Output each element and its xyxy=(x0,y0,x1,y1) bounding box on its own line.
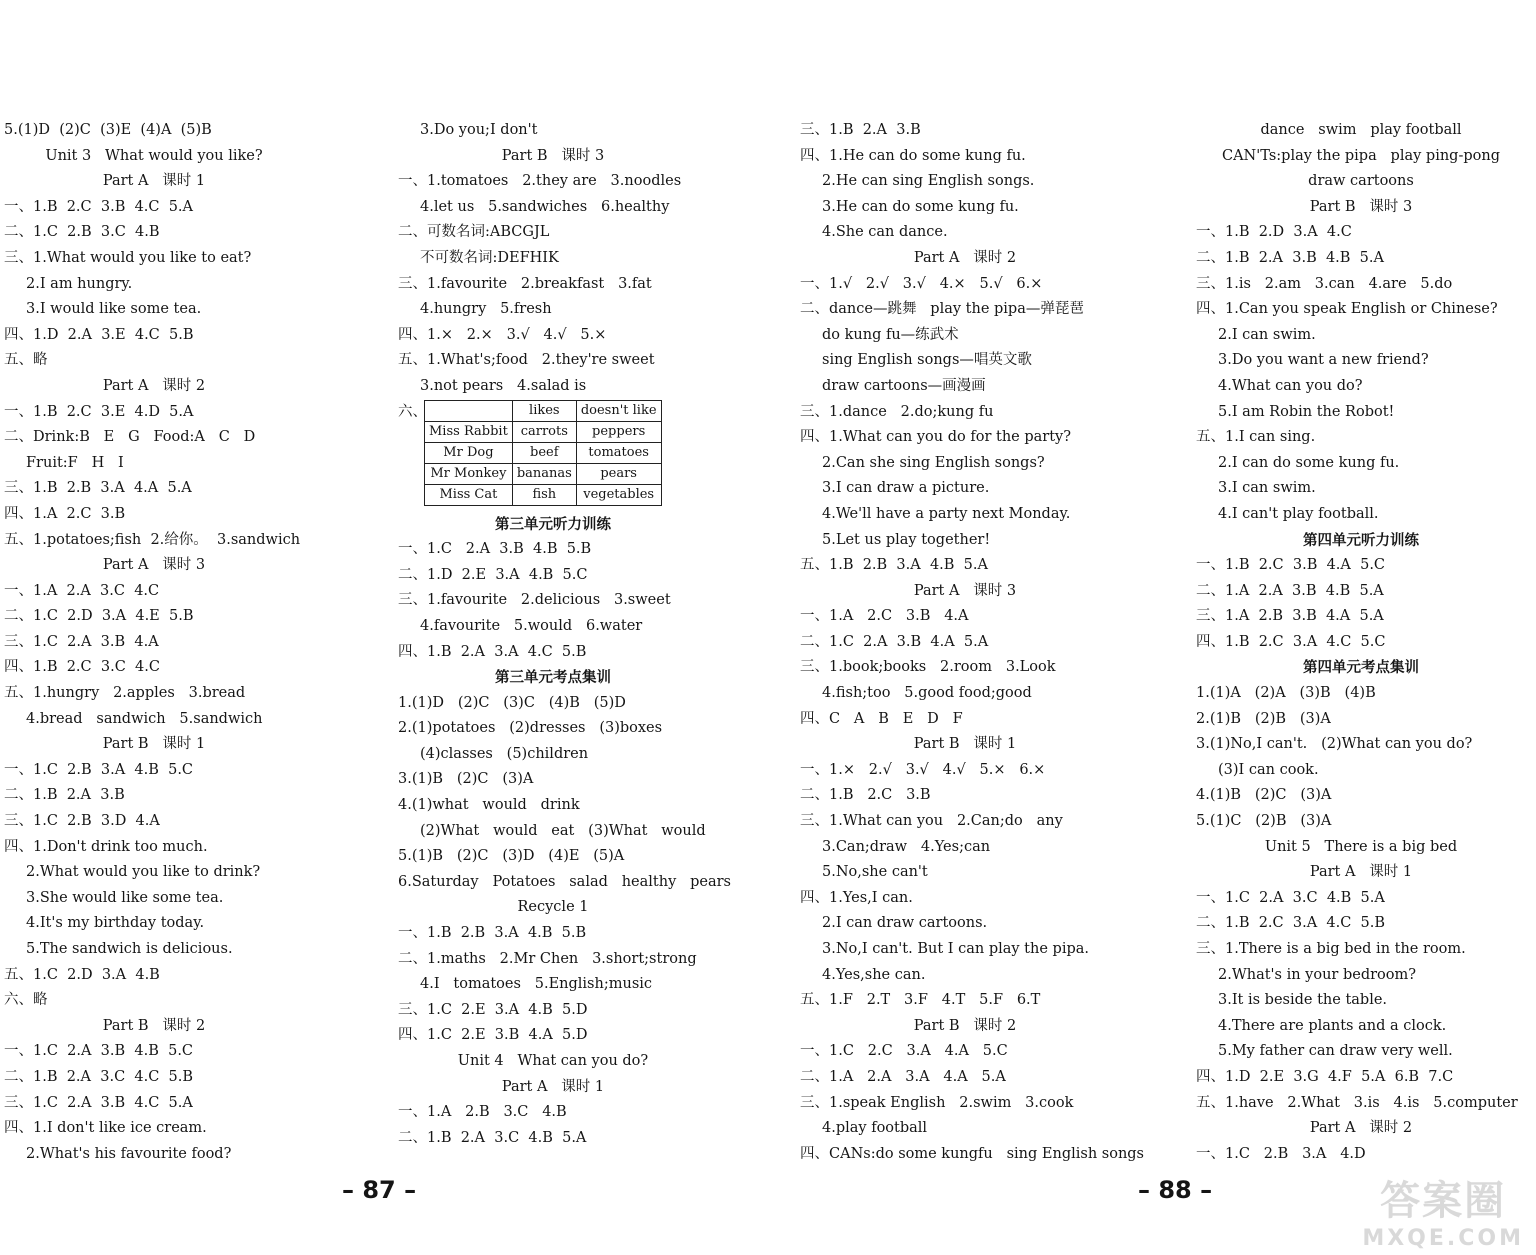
section-heading: Recycle 1 xyxy=(517,899,589,916)
answer-line: (4)classes (5)children xyxy=(420,745,589,762)
answer-line: 一、1.C 2.B 3.A 4.D xyxy=(1196,1145,1366,1162)
table-header-row xyxy=(425,400,662,421)
section-heading: Part B 课时 3 xyxy=(501,147,605,164)
answer-column-2-bottom xyxy=(398,512,731,1152)
table-cell xyxy=(425,400,513,421)
section-heading: CAN'Ts:play the pipa play ping-pong xyxy=(1221,147,1500,164)
table-cell: Miss Cat xyxy=(425,484,513,505)
section-heading: Part B 课时 3 xyxy=(1309,198,1413,215)
answer-line: 四、1.B 2.C 3.A 4.C 5.C xyxy=(1196,633,1386,650)
answer-line: 二、1.B 2.A 3.C 4.C 5.B xyxy=(4,1068,194,1085)
answer-line: 五、1.C 2.D 3.A 4.B xyxy=(4,966,160,983)
answer-line: (3)I can cook. xyxy=(1218,761,1319,778)
answer-line: 4.bread sandwich 5.sandwich xyxy=(26,710,263,727)
table-cell: Mr Monkey xyxy=(425,463,513,484)
answer-line: 5.The sandwich is delicious. xyxy=(26,941,233,957)
answer-line: 四、1.D 2.A 3.E 4.C 5.B xyxy=(4,326,194,343)
answer-line: 二、1.B 2.C 3.B xyxy=(800,787,931,804)
answer-line: 三、1.favourite 2.breakfast 3.fat xyxy=(398,275,652,292)
answer-line: 三、1.C 2.A 3.B 4.A xyxy=(4,633,159,650)
answer-line: 三、1.B 2.A 3.B xyxy=(800,122,921,138)
page-number-right: – 88 – xyxy=(1138,1176,1213,1204)
answer-line: 3.I would like some tea. xyxy=(26,301,202,318)
answer-line: 2.(1)potatoes (2)dresses (3)boxes xyxy=(398,720,663,737)
section-heading: Part B 课时 2 xyxy=(913,1017,1017,1034)
answer-line: 4.fish;too 5.good food;good xyxy=(822,685,1032,702)
answer-line: 2.What's in your bedroom? xyxy=(1218,966,1417,983)
table-cell: doesn't like xyxy=(576,400,661,421)
section-heading: 第三单元考点集训 xyxy=(495,669,611,687)
answer-line: 四、1.A 2.C 3.B xyxy=(4,505,126,522)
table-cell: pears xyxy=(576,463,661,484)
answer-line: 3.She would like some tea. xyxy=(26,889,224,906)
answer-line: 4.let us 5.sandwiches 6.healthy xyxy=(420,198,670,215)
answer-line: 三、1.dance 2.do;kung fu xyxy=(800,403,994,420)
answer-line: 4.Yes,she can. xyxy=(822,966,926,983)
table-row xyxy=(425,421,662,442)
answer-line: 4.I can't play football. xyxy=(1218,505,1379,522)
answer-line: 二、1.B 2.A 3.B 4.B 5.A xyxy=(1196,249,1384,266)
answer-line: 3.(1)B (2)C (3)A xyxy=(398,771,534,788)
section-heading: Part B 课时 1 xyxy=(102,736,206,753)
answer-line: 5.(1)B (2)C (3)D (4)E (5)A xyxy=(398,848,625,865)
answer-line: 4.We'll have a party next Monday. xyxy=(822,505,1071,522)
vocab-table-block xyxy=(398,400,708,512)
section-heading: Unit 3 What would you like? xyxy=(45,147,263,164)
answer-line: 三、1.A 2.B 3.B 4.A 5.A xyxy=(1196,608,1384,625)
answer-line: 三、1.is 2.am 3.can 4.are 5.do xyxy=(1196,275,1453,292)
section-heading: Part A 课时 1 xyxy=(102,173,206,190)
answer-line: Fruit:F H I xyxy=(26,454,124,471)
answer-column-2-top xyxy=(398,118,708,400)
answer-line: 2.I can draw cartoons. xyxy=(822,915,988,932)
section-heading: Part B 课时 2 xyxy=(102,1017,206,1034)
answer-line: 3.(1)No,I can't. (2)What can you do? xyxy=(1196,736,1473,753)
answer-line: 二、1.maths 2.Mr Chen 3.short;strong xyxy=(398,950,697,967)
answer-line: 3.He can do some kung fu. xyxy=(822,198,1019,215)
answer-line: 一、1.A 2.A 3.C 4.C xyxy=(4,582,160,599)
answer-line: 不可数名词:DEFHIK xyxy=(420,249,559,266)
section-heading: 第三单元听力训练 xyxy=(495,515,611,533)
answer-line: 二、1.D 2.E 3.A 4.B 5.C xyxy=(398,566,588,583)
answer-line: 五、略 xyxy=(4,352,48,369)
watermark-text: 答案圈 xyxy=(1380,1178,1507,1224)
answer-line: 四、1.Can you speak English or Chinese? xyxy=(1196,301,1498,318)
answer-line: 5.My father can draw very well. xyxy=(1218,1043,1453,1060)
answer-column-2 xyxy=(398,118,731,1151)
answer-line: 五、1.B 2.B 3.A 4.B 5.A xyxy=(800,557,988,574)
answer-line: 五、1.I can sing. xyxy=(1196,429,1316,446)
answer-line: 一、1.B 2.D 3.A 4.C xyxy=(1196,224,1352,241)
section-heading: Part A 课时 3 xyxy=(102,557,206,574)
table-section-label: 六、 xyxy=(398,403,427,420)
table-cell: Miss Rabbit xyxy=(425,421,513,442)
answer-line: draw cartoons—画漫画 xyxy=(822,377,986,394)
answer-line: 三、1.B 2.B 3.A 4.A 5.A xyxy=(4,480,192,497)
answer-line: 一、1.B 2.C 3.B 4.C 5.A xyxy=(4,198,194,215)
answer-line: 五、1.potatoes;fish 2.给你。 3.sandwich xyxy=(4,531,301,548)
answer-line: 1.(1)D (2)C (3)C (4)B (5)D xyxy=(398,694,626,711)
answer-line: 4.She can dance. xyxy=(822,224,948,241)
table-cell: beef xyxy=(512,442,576,463)
table-cell: tomatoes xyxy=(576,442,661,463)
section-heading: draw cartoons xyxy=(1308,173,1414,190)
answer-line: 6.Saturday Potatoes salad healthy pears xyxy=(398,873,731,890)
answer-line: 3.Do you want a new friend? xyxy=(1218,352,1429,369)
answer-line: 三、1.What would you like to eat? xyxy=(4,249,252,266)
table-cell: carrots xyxy=(512,421,576,442)
answer-line: 四、1.B 2.A 3.A 4.C 5.B xyxy=(398,643,587,660)
answer-line: 三、1.speak English 2.swim 3.cook xyxy=(800,1094,1074,1111)
answer-line: 3.Can;draw 4.Yes;can xyxy=(822,838,991,855)
answer-line: 四、1.What can you do for the party? xyxy=(800,429,1072,446)
answer-line: 一、1.A 2.C 3.B 4.A xyxy=(800,608,969,625)
answer-line: 五、1.F 2.T 3.F 4.T 5.F 6.T xyxy=(800,992,1041,1009)
answer-line: 4.I tomatoes 5.English;music xyxy=(420,976,653,993)
page-number-left: – 87 – xyxy=(342,1176,417,1204)
answer-line: 3.No,I can't. But I can play the pipa. xyxy=(822,941,1089,957)
answer-line: 5.I am Robin the Robot! xyxy=(1218,403,1395,420)
answer-line: 六、略 xyxy=(4,992,48,1009)
watermark-url: MXQE.COM xyxy=(1362,1226,1524,1251)
section-heading: 第四单元考点集训 xyxy=(1303,659,1419,677)
answer-line: 四、CANs:do some kungfu sing English songs xyxy=(800,1145,1144,1162)
answer-line: 5.(1)D (2)C (3)E (4)A (5)B xyxy=(4,122,212,138)
table-cell: bananas xyxy=(512,463,576,484)
section-heading: Part A 课时 2 xyxy=(1309,1120,1413,1137)
answer-line: 一、1.tomatoes 2.they are 3.noodles xyxy=(398,173,682,190)
answer-line: 五、1.What's;food 2.they're sweet xyxy=(398,352,655,369)
answer-line: 三、1.C 2.E 3.A 4.B 5.D xyxy=(398,1001,588,1018)
answer-line: 5.No,she can't xyxy=(822,864,928,881)
answer-line: 三、1.C 2.B 3.D 4.A xyxy=(4,813,160,830)
answer-line: 一、1.C 2.A 3.B 4.B 5.C xyxy=(4,1043,194,1060)
answer-line: 4.(1)what would drink xyxy=(398,797,580,814)
answer-line: 2.I am hungry. xyxy=(26,275,133,292)
section-heading: Unit 4 What can you do? xyxy=(457,1053,649,1069)
answer-line: 3.I can draw a picture. xyxy=(822,480,990,497)
answer-line: do kung fu—练武术 xyxy=(822,326,959,343)
answer-line: 三、1.book;books 2.room 3.Look xyxy=(800,659,1056,676)
answer-line: 4.There are plants and a clock. xyxy=(1218,1017,1447,1034)
answer-line: 4.play football xyxy=(822,1120,928,1137)
answer-line: 三、1.favourite 2.delicious 3.sweet xyxy=(398,592,671,609)
table-cell: fish xyxy=(512,484,576,505)
answer-line: 4.favourite 5.would 6.water xyxy=(420,617,643,634)
answer-line: 二、1.B 2.A 3.C 4.B 5.A xyxy=(398,1129,587,1146)
table-cell: Mr Dog xyxy=(425,442,513,463)
likes-table xyxy=(424,400,662,506)
answer-line: 五、1.hungry 2.apples 3.bread xyxy=(4,685,246,702)
answer-line: 一、1.A 2.B 3.C 4.B xyxy=(398,1104,567,1121)
answer-line: 5.Let us play together! xyxy=(822,531,991,548)
answer-line: 5.(1)C (2)B (3)A xyxy=(1196,813,1332,830)
table-cell: vegetables xyxy=(576,484,661,505)
answer-line: 二、1.C 2.D 3.A 4.E 5.B xyxy=(4,608,194,625)
answer-line: 四、1.B 2.C 3.C 4.C xyxy=(4,659,160,676)
answer-line: 2.What's his favourite food? xyxy=(26,1145,232,1162)
answer-line: 2.What would you like to drink? xyxy=(26,864,261,881)
answer-line: 二、1.C 2.B 3.C 4.B xyxy=(4,224,160,241)
answer-line: 4.(1)B (2)C (3)A xyxy=(1196,787,1332,804)
answer-line: 四、1.I don't like ice cream. xyxy=(4,1120,207,1137)
answer-line: 1.(1)A (2)A (3)B (4)B xyxy=(1196,685,1376,702)
answer-line: sing English songs—唱英文歌 xyxy=(822,352,1032,369)
answer-line: 五、1.have 2.What 3.is 4.is 5.computer xyxy=(1196,1094,1518,1111)
answer-line: 四、1.D 2.E 3.G 4.F 5.A 6.B 7.C xyxy=(1196,1068,1454,1085)
answer-line: 三、1.C 2.A 3.B 4.C 5.A xyxy=(4,1094,193,1111)
answer-line: 四、1.C 2.E 3.B 4.A 5.D xyxy=(398,1027,588,1044)
answer-line: 3.Do you;I don't xyxy=(420,122,538,138)
answer-line: 一、1.B 2.B 3.A 4.B 5.B xyxy=(398,925,587,942)
answer-line: 2.Can she sing English songs? xyxy=(822,454,1045,471)
answer-line: 四、1.He can do some kung fu. xyxy=(800,147,1026,164)
section-heading: Part A 课时 3 xyxy=(913,582,1017,599)
answer-line: 一、1.B 2.C 3.E 4.D 5.A xyxy=(4,403,194,420)
section-heading: Part B 课时 1 xyxy=(913,736,1017,753)
answer-line: 一、1.B 2.C 3.B 4.A 5.C xyxy=(1196,557,1386,574)
answer-line: 一、1.C 2.C 3.A 4.A 5.C xyxy=(800,1043,1008,1060)
answer-line: 4.It's my birthday today. xyxy=(26,915,205,932)
table-row xyxy=(425,463,662,484)
answer-line: 二、1.A 2.A 3.A 4.A 5.A xyxy=(800,1068,1006,1085)
section-heading: Part A 课时 1 xyxy=(1309,864,1413,881)
section-heading: dance swim play football xyxy=(1260,122,1462,138)
watermark-logo xyxy=(1362,1169,1524,1251)
answer-line: 4.What can you do? xyxy=(1218,377,1363,394)
answer-line: 二、可数名词:ABCGJL xyxy=(398,224,550,241)
section-heading: Part A 课时 1 xyxy=(501,1078,605,1095)
answer-line: 二、dance—跳舞 play the pipa—弹琵琶 xyxy=(800,301,1084,318)
answer-column-4 xyxy=(1196,118,1526,1167)
answer-line: 4.hungry 5.fresh xyxy=(420,301,552,318)
answer-line: 2.He can sing English songs. xyxy=(822,173,1035,190)
answer-line: 2.(1)B (2)B (3)A xyxy=(1196,710,1331,727)
section-heading: Unit 5 There is a big bed xyxy=(1264,838,1458,855)
answer-column-1 xyxy=(4,118,304,1167)
answer-line: 一、1.C 2.B 3.A 4.B 5.C xyxy=(4,761,194,778)
table-cell: peppers xyxy=(576,421,661,442)
answer-line: 3.I can swim. xyxy=(1218,480,1316,497)
section-heading: Part A 课时 2 xyxy=(102,377,206,394)
answer-line: 二、1.C 2.A 3.B 4.A 5.A xyxy=(800,633,989,650)
answer-line: 二、1.B 2.A 3.B xyxy=(4,787,125,804)
answer-line: 三、1.What can you 2.Can;do any xyxy=(800,813,1063,830)
table-row xyxy=(425,442,662,463)
table-cell: likes xyxy=(512,400,576,421)
answer-line: 3.It is beside the table. xyxy=(1218,992,1388,1009)
answer-line: 二、1.B 2.C 3.A 4.C 5.B xyxy=(1196,915,1386,932)
answer-line: (2)What would eat (3)What would xyxy=(420,822,706,839)
answer-line: 三、1.There is a big bed in the room. xyxy=(1196,941,1466,957)
answer-line: 3.not pears 4.salad is xyxy=(420,377,587,394)
answer-line: 四、1.× 2.× 3.√ 4.√ 5.× xyxy=(398,326,607,343)
answer-line: 四、1.Don't drink too much. xyxy=(4,838,208,855)
answer-line: 四、C A B E D F xyxy=(800,710,963,727)
answer-line: 一、1.× 2.√ 3.√ 4.√ 5.× 6.× xyxy=(800,761,1046,778)
answer-line: 二、Drink:B E G Food:A C D xyxy=(4,429,256,446)
section-heading: Part A 课时 2 xyxy=(913,249,1017,266)
answer-line: 2.I can swim. xyxy=(1218,326,1316,343)
answer-line: 一、1.C 2.A 3.C 4.B 5.A xyxy=(1196,889,1385,906)
answer-line: 2.I can do some kung fu. xyxy=(1218,454,1400,471)
section-heading: 第四单元听力训练 xyxy=(1303,531,1419,549)
answer-line: 一、1.√ 2.√ 3.√ 4.× 5.√ 6.× xyxy=(800,275,1043,292)
answer-line: 二、1.A 2.A 3.B 4.B 5.A xyxy=(1196,582,1384,599)
answer-line: 一、1.C 2.A 3.B 4.B 5.B xyxy=(398,541,592,558)
answer-line: 四、1.Yes,I can. xyxy=(800,889,913,906)
table-row xyxy=(425,484,662,505)
answer-column-3 xyxy=(800,118,1144,1167)
